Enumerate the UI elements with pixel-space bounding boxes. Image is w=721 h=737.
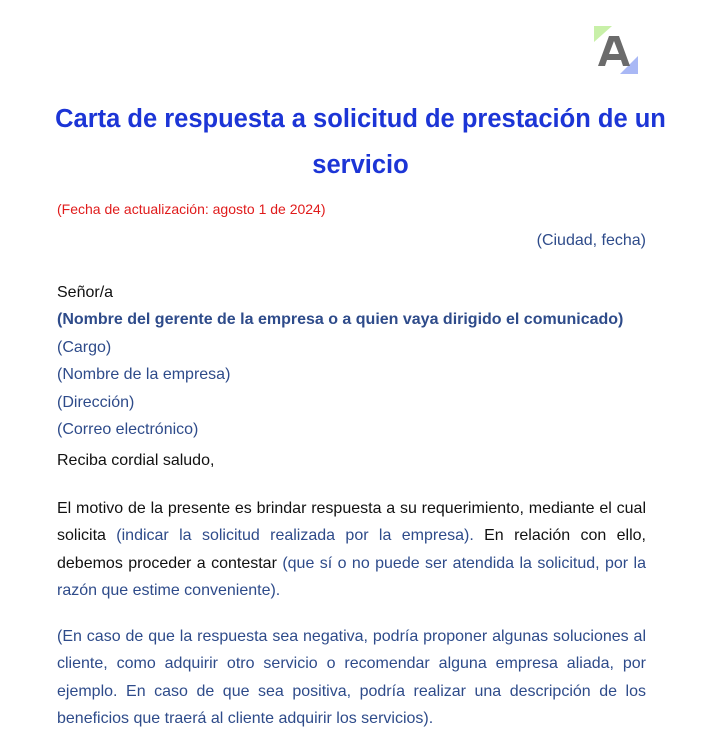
recipient-company-placeholder: (Nombre de la empresa): [57, 366, 231, 384]
brand-logo: [592, 26, 640, 74]
recipient-email-placeholder: (Correo electrónico): [57, 421, 199, 439]
paragraph-text: En relación con ello, debemos proceder a contestar: [57, 527, 647, 572]
body-paragraph-1: [57, 495, 646, 604]
brand-a-logo-icon: [592, 26, 640, 74]
recipient-block: [57, 279, 623, 443]
salutation: Señor/a: [57, 284, 114, 301]
recipient-name-placeholder: (Nombre del gerente de la empresa o a quien vaya dirigido el comunicado): [57, 311, 624, 329]
request-placeholder: (indicar la solicitud realizada por la empresa).: [116, 527, 474, 545]
recipient-address-placeholder: (Dirección): [57, 393, 135, 411]
paragraph-text: El motivo de la presente es brindar respuesta a su requerimiento, mediante el cual solicita: [57, 500, 646, 545]
document-title: Carta de respuesta a solicitud de prestación de un servicio: [55, 105, 666, 179]
greeting: Reciba cordial saludo,: [57, 452, 215, 469]
city-date-placeholder: (Ciudad, fecha): [536, 232, 646, 249]
body-paragraph-2-placeholder: (En caso de que la respuesta sea negativa, podría proponer algunas soluciones al cliente, como adquirir otro servicio o recomendar alguna empresa aliada, por ejemplo. En caso de que sea positiva, podría realizar una descripción de los beneficios que traerá al cliente adquirir los servicios).: [57, 628, 646, 727]
recipient-position-placeholder: (Cargo): [57, 338, 112, 356]
answer-placeholder: (que sí o no puede ser atendida la solicitud, por la razón que estime conveniente).: [57, 554, 646, 599]
update-date-note: (Fecha de actualización: agosto 1 de 2024): [57, 201, 326, 217]
